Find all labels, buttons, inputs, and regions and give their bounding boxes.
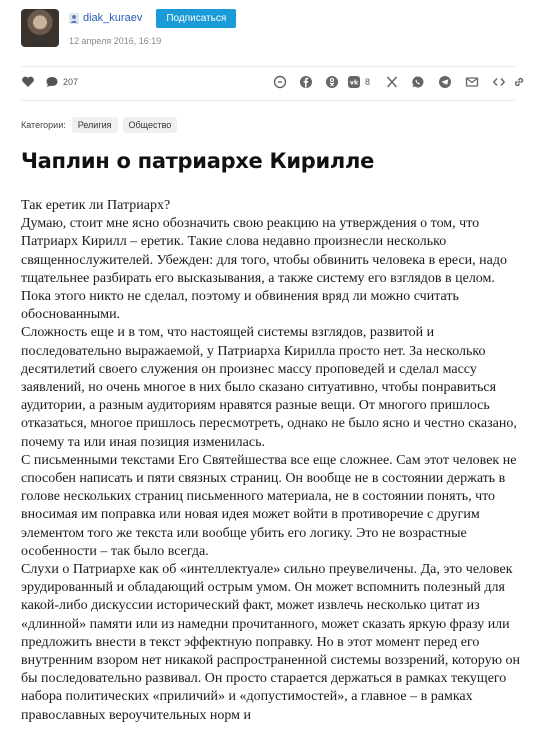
svg-text:vk: vk	[349, 78, 359, 87]
divider	[21, 100, 516, 101]
username-link[interactable]: diak_kuraev	[83, 12, 143, 24]
copy-link-button[interactable]	[512, 74, 526, 90]
share-email-button[interactable]	[465, 74, 479, 90]
embed-button[interactable]	[492, 74, 506, 90]
vk-share-count: 8	[365, 77, 371, 87]
post-header	[21, 9, 516, 49]
comments-button[interactable]	[45, 74, 78, 90]
share-odnoklassniki-button[interactable]	[325, 74, 339, 90]
article-paragraph: Думаю, стоит мне ясно обозначить свою реакцию на утверждения о том, что Патриарх Кирилл – еретик. Такие слова недавно произнесли несколько священнослужителей. Убежден: для того, чтобы обвинить человека в ереси, надо тщательнее разбирать его высказывания, а также систему его взглядов в целом. Пока этого никто не сделал, поэтому и обвинения вряд ли можно считать обоснованными.	[21, 216, 507, 323]
comment-icon	[45, 75, 59, 89]
post-date: 12 апреля 2016, 16:19	[69, 36, 162, 46]
telegram-icon	[438, 75, 452, 89]
share-whatsapp-button[interactable]	[411, 74, 425, 90]
share-telegram-button[interactable]	[438, 74, 452, 90]
user-icon	[69, 13, 79, 24]
article-body	[21, 197, 521, 725]
code-icon	[492, 75, 506, 89]
share-facebook-button[interactable]	[299, 74, 313, 90]
odnoklassniki-icon	[325, 75, 339, 89]
comments-count: 207	[63, 77, 79, 87]
category-tag-religion[interactable]: Религия	[72, 117, 118, 133]
subscribe-button[interactable]: Подписаться	[156, 9, 236, 28]
email-icon	[465, 75, 479, 89]
chain-link-icon	[512, 75, 526, 89]
like-button[interactable]	[21, 74, 35, 90]
x-icon	[385, 75, 399, 89]
article-paragraph: Сложность еще и в том, что настоящей системы взглядов, развитой и последовательно выражаемой, у Патриарха Кирилла просто нет. За несколько десятилетий своего служения он произнес массу проповедей и сделал массу заявлений, но очень многое в них было сказано ситуативно, чтобы понравиться аудитории, а разным аудиториям нравятся разные вещи. От многого пришлось отказаться, многое пришлось пересмотреть, однако не было ясно и честно сказано, почему та или иная позиция изменилась.	[21, 325, 517, 450]
share-vk-button[interactable]	[347, 74, 370, 90]
link-share-icon	[273, 75, 287, 89]
article-paragraph: Так еретик ли Патриарх?	[21, 198, 171, 213]
category-tag-society[interactable]: Общество	[123, 117, 178, 133]
categories	[21, 115, 182, 135]
categories-label: Категории:	[21, 120, 66, 130]
article-title: Чаплин о патриархе Кирилле	[21, 149, 375, 173]
share-link-button[interactable]	[273, 74, 287, 90]
avatar[interactable]	[21, 9, 59, 47]
whatsapp-icon	[411, 75, 425, 89]
author-line	[69, 9, 236, 27]
article-paragraph: С письменными текстами Его Святейшества все еще сложнее. Сам этот человек не способен написать и пяти связных страниц. Он вообще не в состоянии держать в голове нескольких страниц письменного материала, не в состоянии понять, что вносимая им поправка или новая идея может войти в противоречие с другим элементом того же текста или вообще убить его логику. Это не возрастные особенности – так было всегда.	[21, 452, 517, 559]
action-bar	[21, 74, 516, 92]
vk-icon	[347, 75, 361, 89]
divider	[21, 66, 516, 67]
share-x-button[interactable]	[385, 74, 399, 90]
heart-icon	[21, 75, 35, 89]
article-paragraph: Слухи о Патриархе как об «интеллектуале» сильно преувеличены. Да, это человек эрудированный и обладающий острым умом. Он может вспомнить полезный для какой-либо дискуссии исторический факт, может извлечь несколько цитат из «длинной» памяти или из намедни прочитанного, может сказать яркую фразу или предложить внести в текст эффектную поправку. Но в этот момент перед его внутренним взором нет никакой распространенной системы воззрений, которую он бы последовательно развивал. Он просто старается держаться в рамках текущего набора политических «приличий» и «допустимостей», а главное – в рамках православных вероучительных норм и	[21, 562, 521, 723]
facebook-icon	[299, 75, 313, 89]
